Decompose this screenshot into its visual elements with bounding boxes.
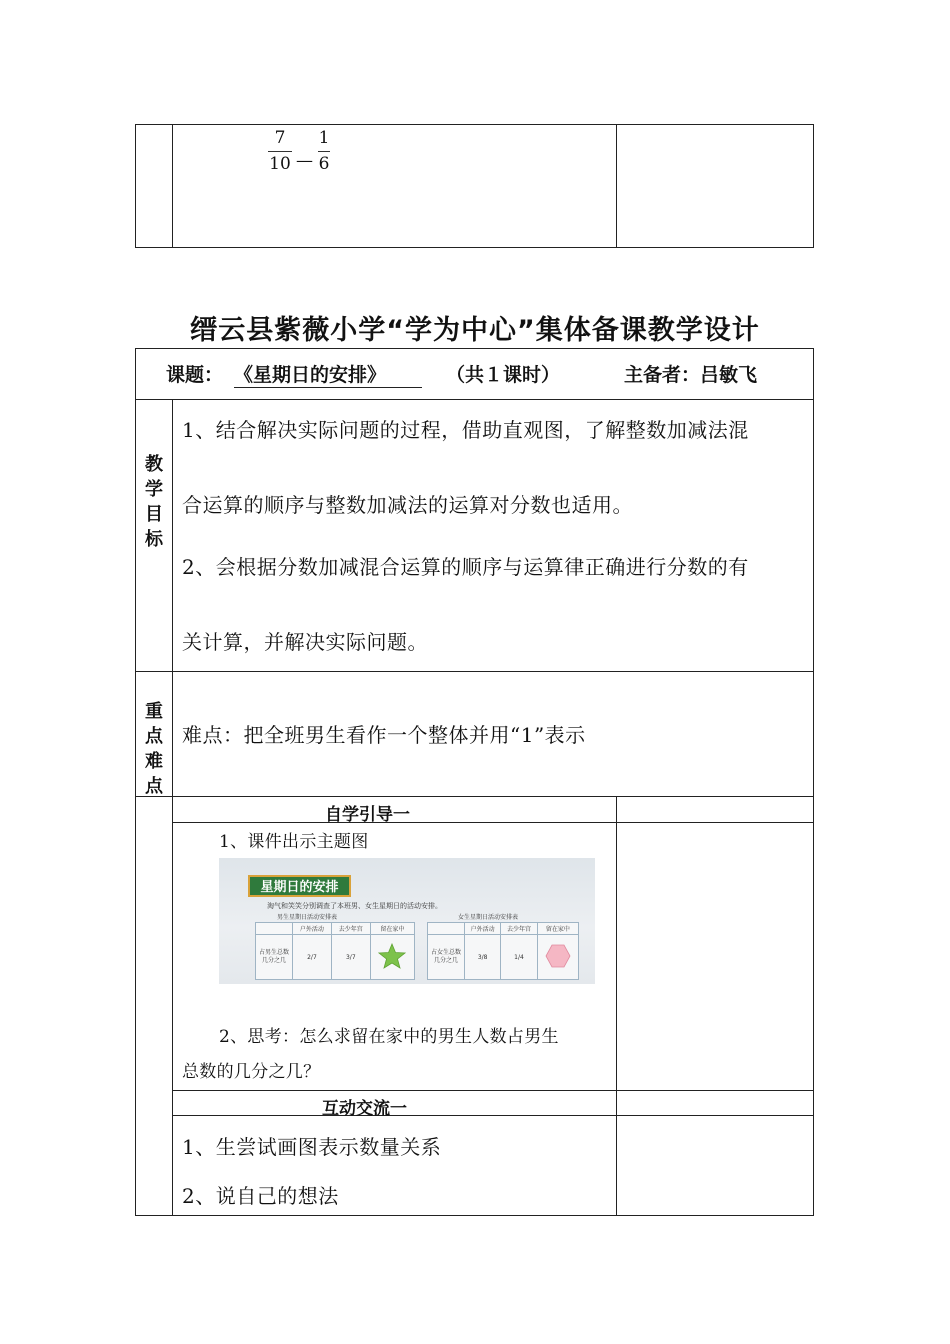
table-border-bottom — [135, 1215, 814, 1216]
fragment-border-right — [813, 124, 814, 248]
keypoints-row-bottom — [135, 796, 814, 797]
label-column-divider — [172, 399, 173, 1216]
self-study-item-2-line-1: 2、思考：怎么求留在家中的男生人数占男生 — [219, 1027, 559, 1047]
fragment-border-left — [135, 124, 136, 248]
girls-outdoor-value: 3/8 — [465, 935, 501, 980]
girls-table-title: 女生星期日活动安排表 — [458, 914, 519, 921]
boys-outdoor-value: 2/7 — [293, 935, 332, 980]
boys-activity-table — [255, 922, 415, 980]
author: 主备者：吕敏飞 — [624, 364, 758, 386]
objectives-label: 教 学 目 标 — [145, 454, 163, 550]
table-border-right — [813, 348, 814, 1216]
self-study-heading: 自学引导一 — [325, 805, 410, 825]
fragment-border-top — [135, 124, 814, 125]
notes-column-divider — [616, 796, 617, 1216]
col-outdoor: 户外活动 — [293, 923, 332, 935]
topic-label: 课题： — [166, 364, 224, 386]
col-outdoor: 户外活动 — [465, 923, 501, 935]
interaction-heading-bottom — [172, 1115, 814, 1116]
self-study-body-bottom — [172, 1090, 814, 1091]
interaction-item-2: 2、说自己的想法 — [182, 1184, 339, 1208]
courseware-caption: 淘气和笑笑分别调查了本班男、女生星期日的活动安排。 — [267, 902, 442, 910]
col-youth-palace: 去少年宫 — [331, 923, 370, 935]
girls-activity-table — [427, 922, 579, 980]
boys-table-title: 男生星期日活动安排表 — [277, 914, 338, 921]
boys-row-label: 占男生总数几分之几 — [256, 935, 293, 980]
objective-line-1: 1、结合解决实际问题的过程，借助直观图，了解整数加减法混 — [182, 418, 749, 442]
col-at-home: 留在家中 — [370, 923, 414, 935]
table-border-top — [135, 348, 814, 349]
objective-line-3: 2、会根据分数加减混合运算的顺序与运算律正确进行分数的有 — [182, 555, 749, 579]
col-youth-palace: 去少年宫 — [501, 923, 537, 935]
fraction-numerator: 1 — [318, 128, 330, 148]
fraction-numerator: 7 — [274, 128, 286, 148]
fraction-denominator: 6 — [318, 154, 330, 174]
fraction-seven-tenths — [268, 128, 292, 174]
star-icon — [370, 935, 414, 980]
objectives-row-bottom — [135, 671, 814, 672]
objective-line-4: 关计算，并解决实际问题。 — [182, 630, 428, 654]
courseware-title: 星期日的安排 — [248, 875, 351, 897]
fragment-divider-2 — [616, 124, 617, 248]
keypoints-label: 重 点 难 点 — [145, 701, 163, 797]
document-title: 缙云县紫薇小学“学为中心”集体备课教学设计 — [190, 315, 760, 346]
fraction-one-sixth — [318, 128, 330, 174]
fragment-divider-1 — [172, 124, 173, 248]
period-count: （共１课时） — [446, 364, 561, 386]
fraction-denominator: 10 — [269, 154, 291, 174]
objective-line-2: 合运算的顺序与整数加减法的运算对分数也适用。 — [182, 493, 633, 517]
fragment-border-bottom — [135, 247, 814, 248]
girls-youth-palace-value: 1/4 — [501, 935, 537, 980]
courseware-image — [219, 858, 595, 984]
col-at-home: 留在家中 — [537, 923, 578, 935]
minus-sign: — — [296, 151, 313, 171]
hexagon-icon — [537, 935, 578, 980]
self-study-item-1: 1、课件出示主题图 — [219, 832, 369, 852]
interaction-item-1: 1、生尝试画图表示数量关系 — [182, 1135, 442, 1159]
keypoints-text: 难点：把全班男生看作一个整体并用“1”表示 — [182, 723, 586, 747]
interaction-heading: 互动交流一 — [322, 1099, 407, 1119]
self-study-item-2-line-2: 总数的几分之几？ — [182, 1062, 321, 1082]
self-study-heading-bottom — [172, 822, 814, 823]
table-border-left — [135, 348, 136, 1216]
boys-youth-palace-value: 3/7 — [331, 935, 370, 980]
topic-value: 《星期日的安排》 — [234, 360, 422, 388]
girls-row-label: 占女生总数几分之几 — [428, 935, 465, 980]
header-row-bottom — [135, 399, 814, 400]
